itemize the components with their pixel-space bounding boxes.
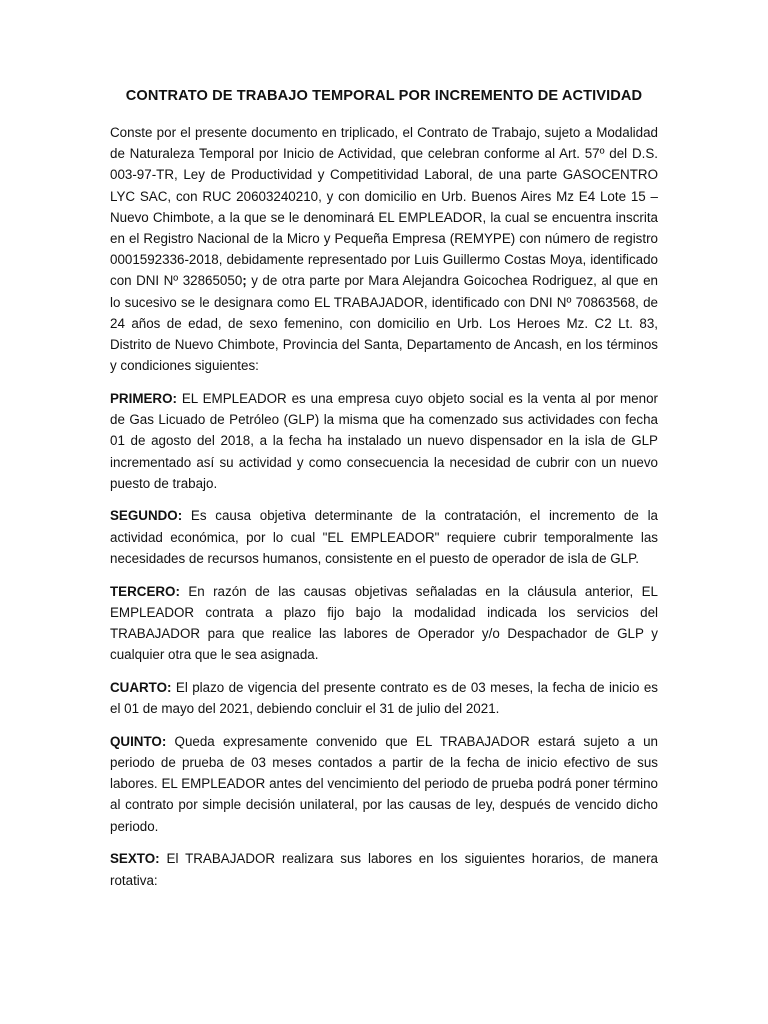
clause-tercero	[110, 581, 658, 666]
clause-sexto	[110, 848, 658, 890]
document-title: CONTRATO DE TRABAJO TEMPORAL POR INCREMENTO DE ACTIVIDAD	[125, 88, 643, 104]
intro-paragraph	[110, 122, 658, 376]
clause-text-quinto: Queda expresamente convenido que EL TRABAJADOR estará sujeto a un periodo de prueba de 03 meses contados a partir de la fecha de inicio efectivo de sus labores. EL EMPLEADOR antes del vencimiento del periodo de prueba podrá poner término al contrato por simple decisión unilateral, por las causas de ley, después de vencido dicho periodo.	[110, 733, 658, 834]
clause-text-sexto: El TRABAJADOR realizara sus labores en los siguientes horarios, de manera rotativa:	[110, 851, 658, 888]
clause-label-sexto: SEXTO:	[110, 851, 160, 867]
clause-text-segundo: Es causa objetiva determinante de la contratación, el incremento de la actividad económica, por lo cual "EL EMPLEADOR" requiere cubrir temporalmente las necesidades de recursos humanos, consistente en el puesto de operador de isla de GLP.	[110, 508, 658, 566]
clause-label-primero: PRIMERO:	[110, 390, 177, 406]
clause-label-quinto: QUINTO:	[110, 733, 167, 749]
document-body	[110, 122, 658, 902]
clause-cuarto	[110, 677, 658, 719]
clause-label-segundo: SEGUNDO:	[110, 508, 183, 524]
intro-semicolon: ;	[242, 273, 247, 289]
clause-label-cuarto: CUARTO:	[110, 679, 172, 695]
clause-segundo	[110, 505, 658, 569]
clause-text-tercero: En razón de las causas objetivas señaladas en la cláusula anterior, EL EMPLEADOR contrata a plazo fijo bajo la modalidad indicada los servicios del TRABAJADOR para que realice las labores de Operador y/o Despachador de GLP y cualquier otra que le sea asignada.	[110, 583, 658, 663]
intro-text-part-1: Conste por el presente documento en triplicado, el Contrato de Trabajo, sujeto a Modalidad de Naturaleza Temporal por Inicio de Actividad, que celebran conforme al Art. 57º del D.S. 003-97-TR, Ley de Productividad y Competitividad Laboral, de una parte GASOCENTRO LYC SAC, con RUC 20603240210, y con domicilio en Urb. Buenos Aires Mz E4 Lote 15 – Nuevo Chimbote, a la que se le denominará EL EMPLEADOR, la cual se encuentra inscrita en el Registro Nacional de la Micro y Pequeña Empresa (REMYPE) con número de registro 0001592336-2018, debidamente representado por Luis Guillermo Costas Moya, identificado con DNI Nº 32865050	[110, 125, 658, 289]
clause-primero	[110, 388, 658, 494]
clause-quinto	[110, 731, 658, 837]
intro-text-part-2: y de otra parte por Mara Alejandra Goicochea Rodriguez, al que en lo sucesivo se le designara como EL TRABAJADOR, identificado con DNI Nº 70863568, de 24 años de edad, de sexo femenino, con domicilio en Urb. Los Heroes Mz. C2 Lt. 83, Distrito de Nuevo Chimbote, Provincia del Santa, Departamento de Ancash, en los términos y condiciones siguientes:	[110, 273, 658, 374]
clause-text-primero: EL EMPLEADOR es una empresa cuyo objeto social es la venta al por menor de Gas Licuado de Petróleo (GLP) la misma que ha comenzado sus actividades con fecha 01 de agosto del 2018, a la fecha ha instalado un nuevo dispensador en la isla de GLP incrementado así su actividad y como consecuencia la necesidad de cubrir con un nuevo puesto de trabajo.	[110, 390, 658, 491]
clause-text-cuarto: El plazo de vigencia del presente contrato es de 03 meses, la fecha de inicio es el 01 de mayo del 2021, debiendo concluir el 31 de julio del 2021.	[110, 679, 658, 717]
clause-label-tercero: TERCERO:	[110, 583, 180, 599]
